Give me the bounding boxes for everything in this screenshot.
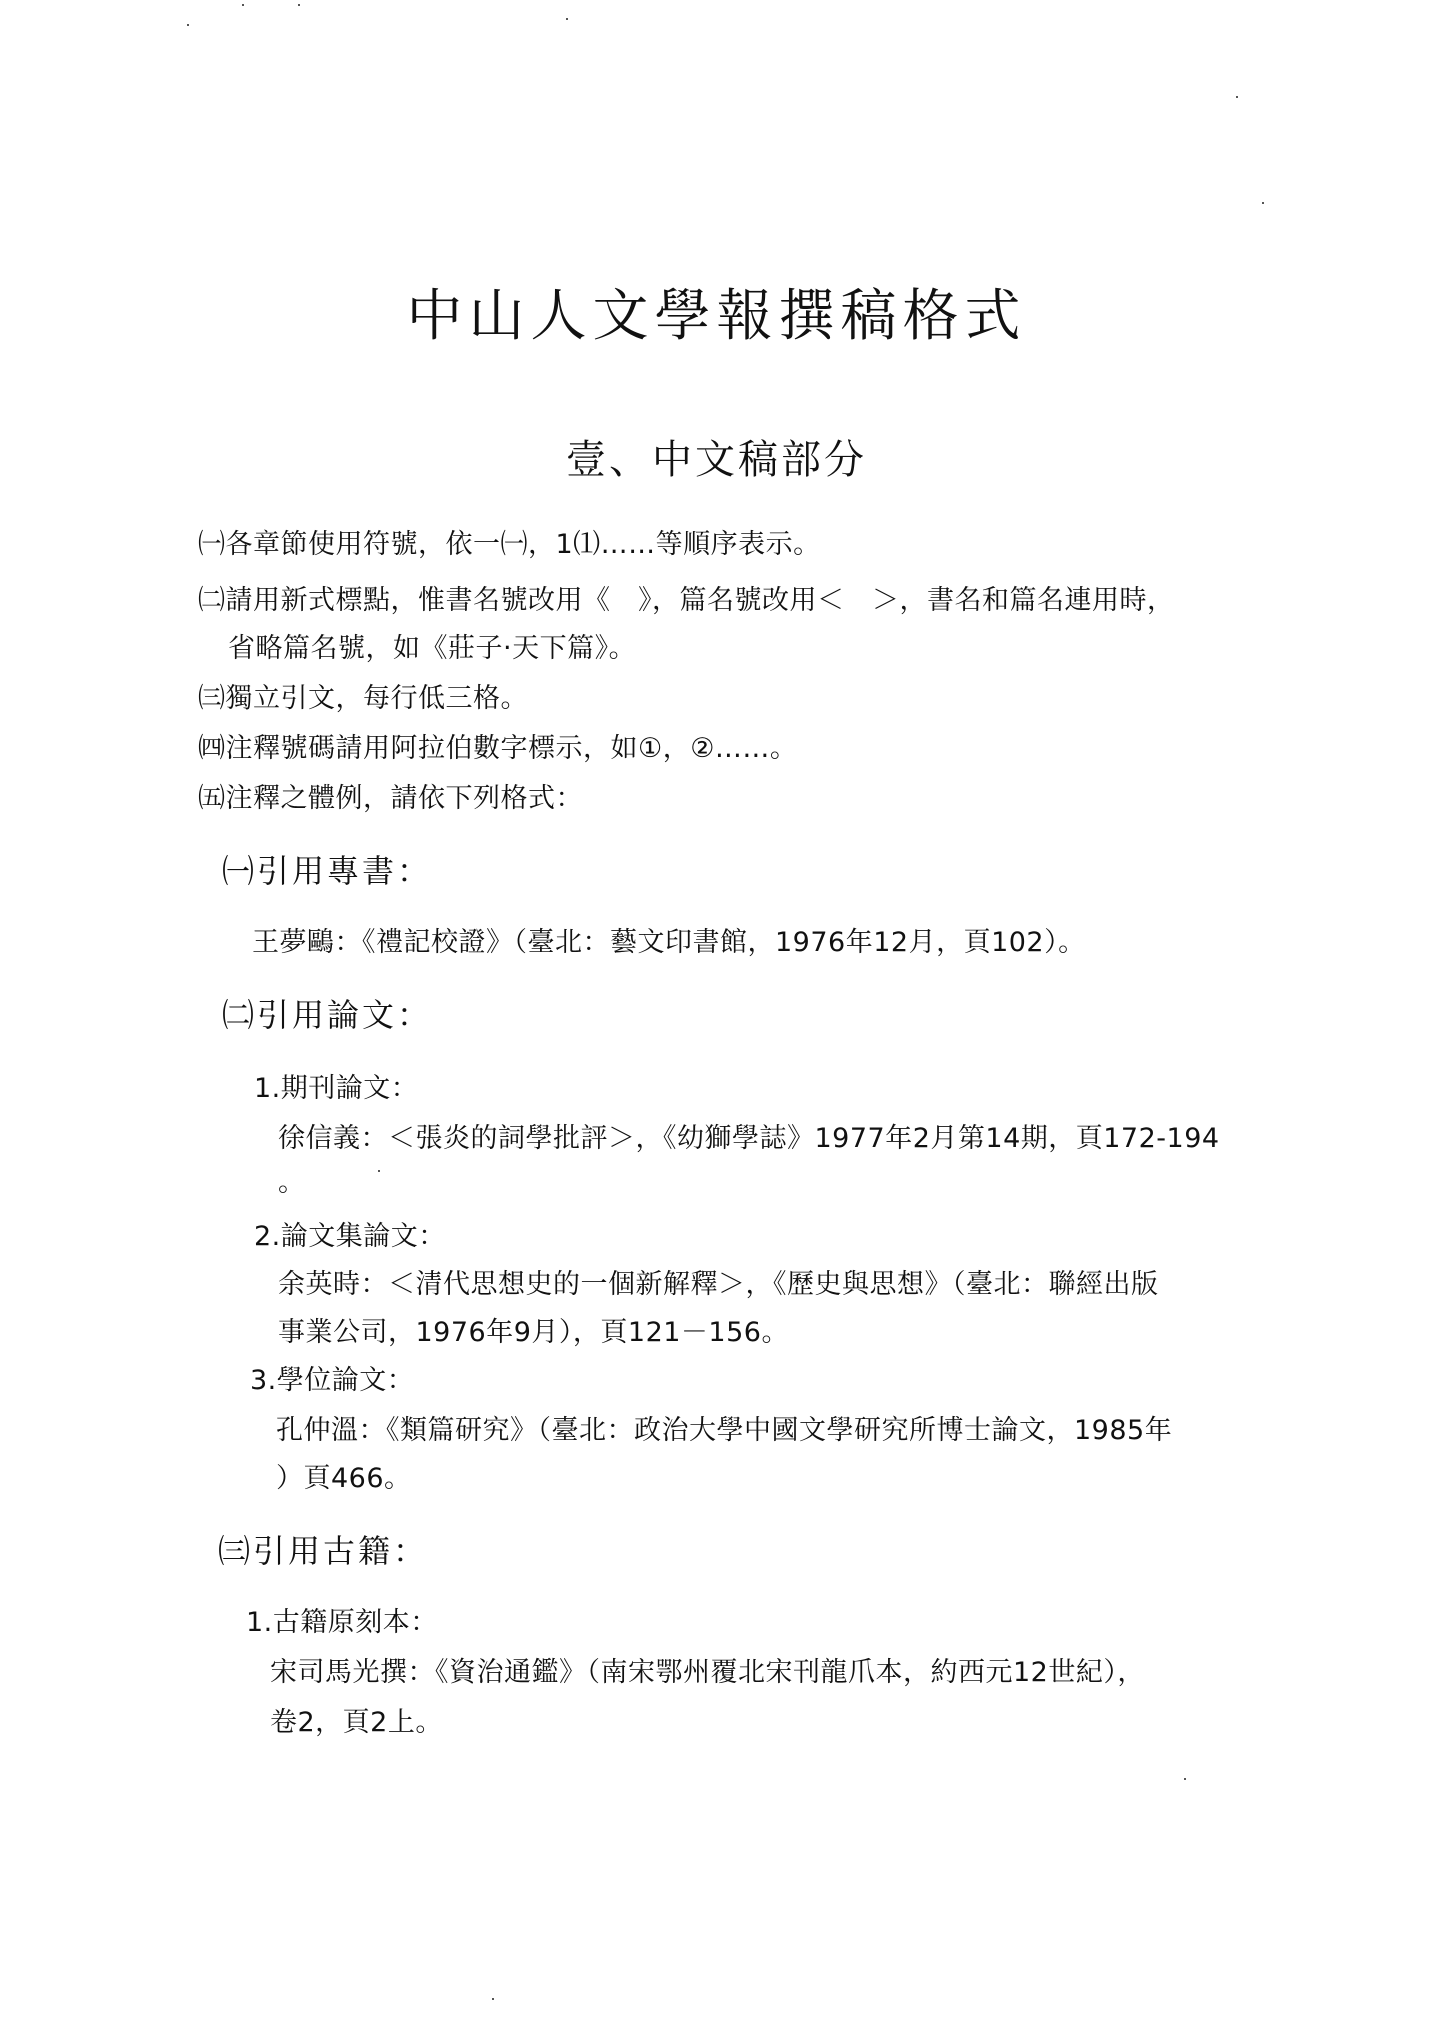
label-journal: 1.期刊論文： xyxy=(254,1073,419,1104)
subheading-papers: ㈡引用論文： xyxy=(222,996,433,1034)
example-collection-continued: 事業公司，1976年9月），頁121－156。 xyxy=(278,1317,789,1348)
example-thesis: 孔仲溫：《類篇研究》（臺北：政治大學中國文學研究所博士論文，1985年 xyxy=(276,1415,1173,1446)
scan-speck xyxy=(242,4,244,6)
subheading-classics: ㈢引用古籍： xyxy=(218,1532,429,1570)
scan-speck xyxy=(1236,96,1238,98)
rule-item-2: ㈡請用新式標點，惟書名號改用《 》，篇名號改用＜ ＞，書名和篇名連用時， xyxy=(198,585,1175,616)
scan-speck xyxy=(1184,1778,1186,1780)
scan-speck xyxy=(566,18,568,20)
label-collection: 2.論文集論文： xyxy=(254,1221,446,1252)
subheading-books: ㈠引用專書： xyxy=(222,852,433,890)
rule-item-3: ㈢獨立引文，每行低三格。 xyxy=(198,683,528,714)
example-book: 王夢鷗：《禮記校證》（臺北：藝文印書館，1976年12月，頁102）。 xyxy=(252,927,1086,958)
example-thesis-continued: ）頁466。 xyxy=(276,1463,412,1494)
scan-speck xyxy=(187,24,189,26)
scan-speck xyxy=(492,1998,494,2000)
example-classic: 宋司馬光撰：《資治通鑑》（南宋鄂州覆北宋刊龍爪本，約西元12世紀）， xyxy=(270,1657,1145,1688)
label-classic: 1.古籍原刻本： xyxy=(246,1607,438,1638)
example-classic-continued: 卷2，頁2上。 xyxy=(270,1707,443,1738)
label-thesis: 3.學位論文： xyxy=(250,1365,415,1396)
document-title: 中山人文學報撰稿格式 xyxy=(406,284,1027,349)
scan-speck xyxy=(298,4,300,6)
example-journal-continued: 。 xyxy=(278,1167,306,1198)
example-collection: 余英時：＜清代思想史的一個新解釋＞，《歷史與思想》（臺北：聯經出版 xyxy=(278,1269,1159,1300)
rule-item-5: ㈤注釋之體例，請依下列格式： xyxy=(198,783,583,814)
section-heading: 壹、中文稿部分 xyxy=(566,437,867,483)
rule-item-1: ㈠各章節使用符號，依一㈠，1⑴……等順序表示。 xyxy=(198,529,821,560)
rule-item-2-continued: 省略篇名號，如《莊子‧天下篇》。 xyxy=(228,633,637,664)
scan-speck xyxy=(1262,202,1264,204)
example-journal: 徐信義：＜張炎的詞學批評＞，《幼獅學誌》1977年2月第14期，頁172-194 xyxy=(278,1123,1220,1154)
rule-item-4: ㈣注釋號碼請用阿拉伯數字標示，如①，②……。 xyxy=(198,733,798,764)
scan-speck xyxy=(378,1170,380,1172)
